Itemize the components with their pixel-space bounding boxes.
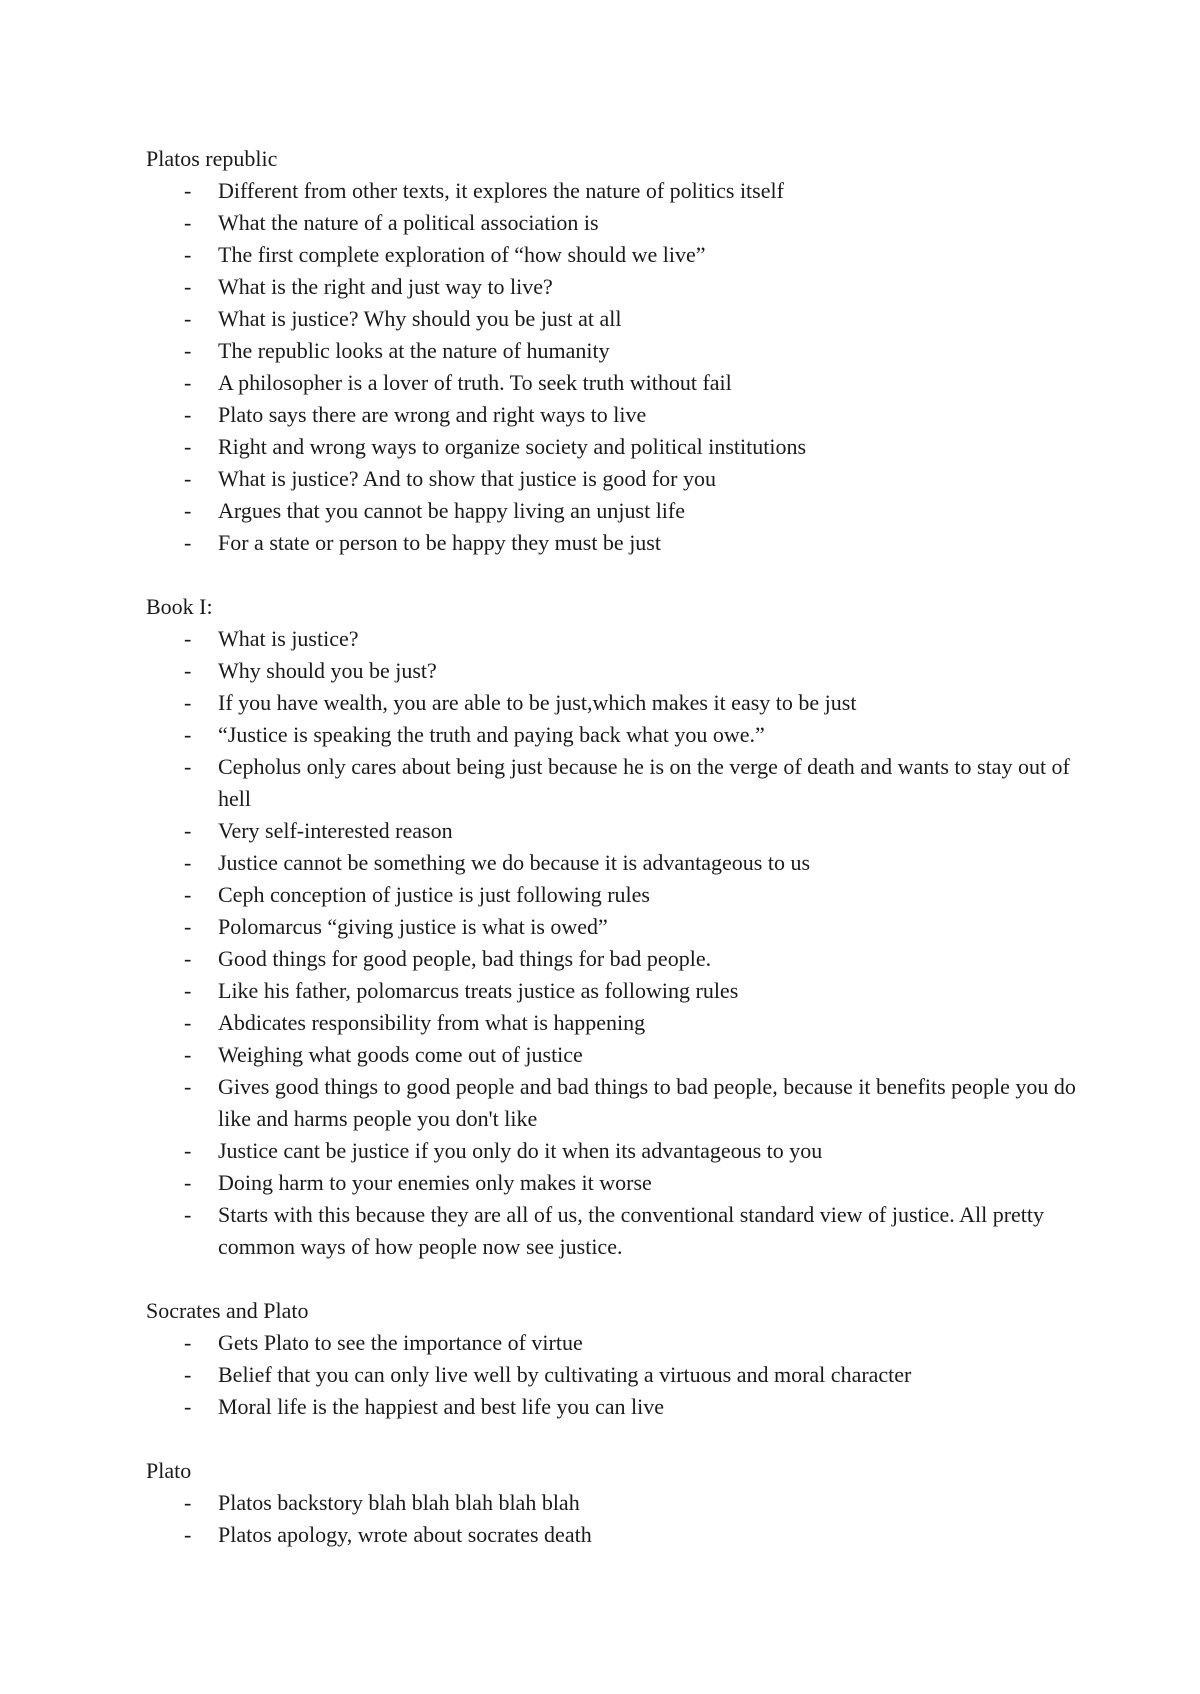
bullet-item: - Starts with this because they are all of us, the conventional standard view of justice. All pretty common ways of how people now see justice.	[146, 1199, 1106, 1263]
bullet-item: - Platos apology, wrote about socrates death	[146, 1519, 1106, 1551]
bullet-item: - “Justice is speaking the truth and paying back what you owe.”	[146, 719, 1106, 751]
bullet-item: - Belief that you can only live well by cultivating a virtuous and moral character	[146, 1359, 1106, 1391]
bullet-item: - For a state or person to be happy they must be just	[146, 527, 1106, 559]
bullet-item: - If you have wealth, you are able to be just,which makes it easy to be just	[146, 687, 1106, 719]
bullet-item: - Platos backstory blah blah blah blah blah	[146, 1487, 1106, 1519]
notes-section	[146, 143, 1106, 559]
bullet-list	[146, 623, 1106, 1263]
bullet-item: - Polomarcus “giving justice is what is owed”	[146, 911, 1106, 943]
bullet-item: - What is justice? And to show that justice is good for you	[146, 463, 1106, 495]
document-page	[146, 143, 1106, 1583]
notes-section	[146, 591, 1106, 1263]
bullet-item: - What is justice?	[146, 623, 1106, 655]
section-heading: Socrates and Plato	[146, 1298, 309, 1323]
bullet-item: - A philosopher is a lover of truth. To seek truth without fail	[146, 367, 1106, 399]
bullet-item: - Right and wrong ways to organize society and political institutions	[146, 431, 1106, 463]
bullet-item: - What is justice? Why should you be just at all	[146, 303, 1106, 335]
bullet-item: - Like his father, polomarcus treats justice as following rules	[146, 975, 1106, 1007]
bullet-item: - Gets Plato to see the importance of virtue	[146, 1327, 1106, 1359]
bullet-item: - What the nature of a political association is	[146, 207, 1106, 239]
bullet-item: - Different from other texts, it explores the nature of politics itself	[146, 175, 1106, 207]
section-heading: Book I:	[146, 594, 213, 619]
bullet-item: - Why should you be just?	[146, 655, 1106, 687]
bullet-item: - Doing harm to your enemies only makes it worse	[146, 1167, 1106, 1199]
bullet-item: - The first complete exploration of “how should we live”	[146, 239, 1106, 271]
bullet-list	[146, 1487, 1106, 1551]
bullet-item: - Weighing what goods come out of justice	[146, 1039, 1106, 1071]
bullet-list	[146, 175, 1106, 559]
bullet-item: - The republic looks at the nature of humanity	[146, 335, 1106, 367]
bullet-item: - Very self-interested reason	[146, 815, 1106, 847]
bullet-item: - What is the right and just way to live?	[146, 271, 1106, 303]
bullet-item: - Cepholus only cares about being just because he is on the verge of death and wants to stay out of hell	[146, 751, 1106, 815]
bullet-item: - Ceph conception of justice is just following rules	[146, 879, 1106, 911]
notes-section	[146, 1295, 1106, 1423]
bullet-item: - Good things for good people, bad things for bad people.	[146, 943, 1106, 975]
bullet-item: - Moral life is the happiest and best life you can live	[146, 1391, 1106, 1423]
bullet-item: - Justice cant be justice if you only do it when its advantageous to you	[146, 1135, 1106, 1167]
bullet-item: - Gives good things to good people and bad things to bad people, because it benefits people you do like and harms people you don't like	[146, 1071, 1106, 1135]
section-heading: Platos republic	[146, 146, 278, 171]
bullet-item: - Argues that you cannot be happy living an unjust life	[146, 495, 1106, 527]
bullet-item: - Justice cannot be something we do because it is advantageous to us	[146, 847, 1106, 879]
bullet-item: - Plato says there are wrong and right ways to live	[146, 399, 1106, 431]
notes-section	[146, 1455, 1106, 1551]
bullet-list	[146, 1327, 1106, 1423]
section-heading: Plato	[146, 1458, 192, 1483]
bullet-item: - Abdicates responsibility from what is happening	[146, 1007, 1106, 1039]
